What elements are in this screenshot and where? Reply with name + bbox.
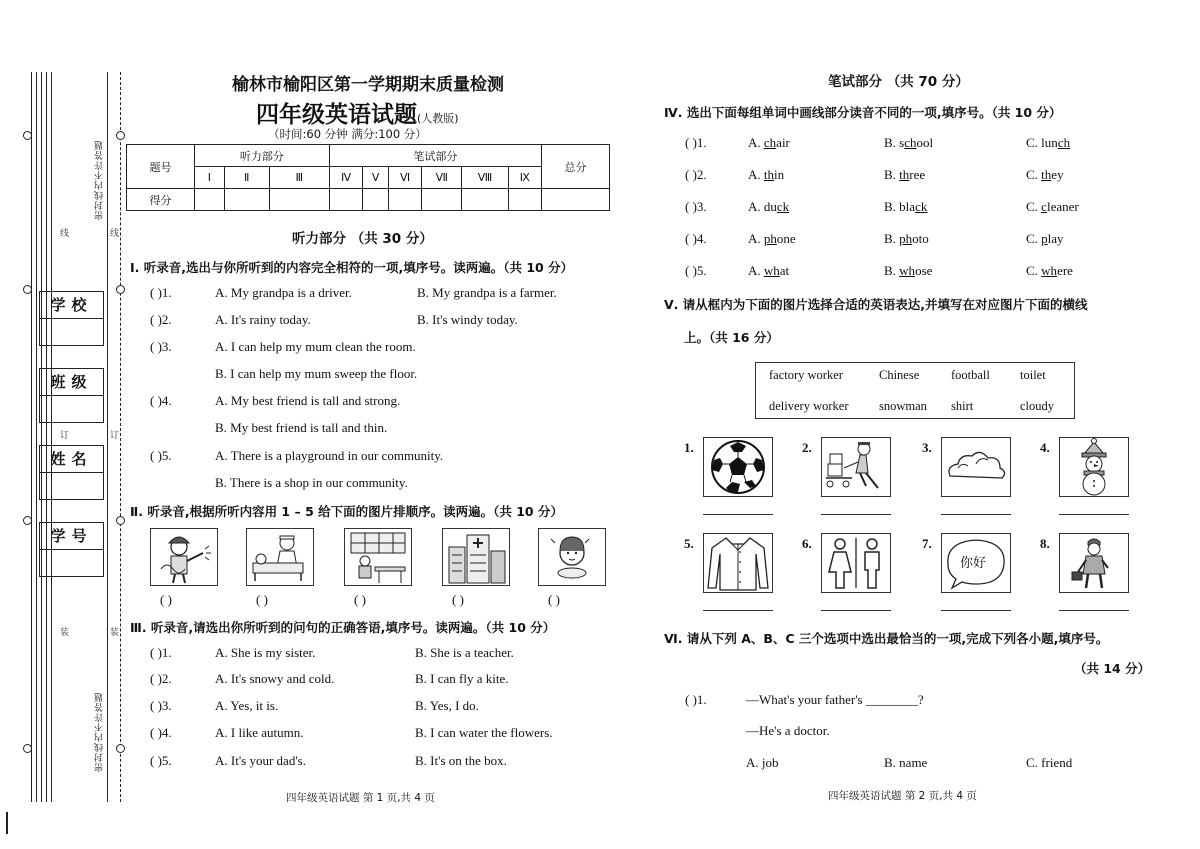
page-edge-mark bbox=[6, 812, 8, 834]
name-field[interactable] bbox=[39, 445, 104, 500]
word-bank-item: Chinese bbox=[879, 368, 920, 382]
option-a: A. thin bbox=[748, 167, 785, 182]
binding-hole bbox=[23, 516, 32, 525]
order-blank[interactable]: ( ) bbox=[548, 592, 560, 607]
option-a: A. It's snowy and cold. bbox=[215, 671, 335, 686]
numeral-cell: Ⅷ bbox=[462, 167, 508, 189]
margin-line bbox=[36, 72, 37, 802]
picture-factory-worker bbox=[1059, 533, 1129, 593]
word-bank-item: delivery worker bbox=[769, 399, 849, 413]
margin-line bbox=[51, 72, 52, 802]
margin-line bbox=[107, 72, 108, 802]
picture-snowman bbox=[1059, 437, 1129, 497]
order-blank[interactable]: ( ) bbox=[452, 592, 464, 607]
option-a: A. She is my sister. bbox=[215, 645, 316, 660]
binding-hole bbox=[116, 131, 125, 140]
question-number[interactable]: ( )2. bbox=[685, 167, 707, 182]
picture-firefighter bbox=[150, 528, 218, 586]
option-c: C. play bbox=[1026, 231, 1064, 246]
picture-number: 1. bbox=[684, 440, 694, 455]
question-number[interactable]: ( )5. bbox=[150, 753, 172, 768]
question-text: —What's your father's ________? bbox=[746, 692, 924, 707]
part5-title-cont: 上。（共 16 分） bbox=[684, 330, 779, 345]
option-a: A. It's rainy today. bbox=[215, 312, 311, 327]
edition-label: (人教版) bbox=[417, 112, 459, 125]
option-b: B. My best friend is tall and thin. bbox=[215, 420, 388, 435]
option-b: B. I can water the flowers. bbox=[415, 725, 553, 740]
score-cell[interactable] bbox=[195, 189, 225, 211]
score-cell[interactable] bbox=[508, 189, 541, 211]
part1-title: Ⅰ. 听录音,选出与你所听到的内容完全相符的一项,填序号。读两遍。（共 10 分） bbox=[130, 260, 574, 275]
binding-hole bbox=[23, 131, 32, 140]
picture-number: 3. bbox=[922, 440, 932, 455]
option-b: B. photo bbox=[884, 231, 929, 246]
row-label: 得分 bbox=[127, 189, 195, 211]
binding-hole bbox=[116, 516, 125, 525]
word-bank-item: football bbox=[951, 368, 990, 382]
numeral-cell: Ⅶ bbox=[422, 167, 462, 189]
option-c: C. cleaner bbox=[1026, 199, 1079, 214]
option-b: B. school bbox=[884, 135, 934, 150]
margin-line bbox=[31, 72, 32, 802]
question-number[interactable]: ( )5. bbox=[150, 448, 172, 463]
numeral-cell: Ⅴ bbox=[363, 167, 389, 189]
answer-line[interactable] bbox=[941, 514, 1011, 515]
score-cell[interactable] bbox=[269, 189, 329, 211]
exam-title bbox=[256, 96, 459, 129]
question-reply: —He's a doctor. bbox=[746, 723, 830, 738]
part4-title: Ⅳ. 选出下面每组单词中画线部分读音不同的一项,填序号。（共 10 分） bbox=[664, 105, 1062, 120]
picture-toilet-sign bbox=[821, 533, 891, 593]
option-b: B. I can help my mum sweep the floor. bbox=[215, 366, 418, 381]
order-blank[interactable]: ( ) bbox=[160, 592, 172, 607]
part6-title: Ⅵ. 请从下列 A、B、C 三个选项中选出最恰当的一项,完成下列各小题,填序号。 bbox=[664, 631, 1109, 646]
score-table bbox=[126, 144, 610, 211]
total-score-cell[interactable] bbox=[542, 189, 610, 211]
option-b: B. black bbox=[884, 199, 928, 214]
question-number[interactable]: ( )3. bbox=[150, 698, 172, 713]
option-b: B. There is a shop in our community. bbox=[215, 475, 408, 490]
picture-number: 5. bbox=[684, 536, 694, 551]
part6-points: （共 14 分） bbox=[1074, 661, 1151, 676]
writing-heading: 笔试部分 （共 70 分） bbox=[828, 74, 969, 90]
page-footer-left: 四年级英语试题 第 1 页,共 4 页 bbox=[286, 792, 435, 804]
row-label: 题号 bbox=[127, 145, 195, 189]
score-cell[interactable] bbox=[388, 189, 421, 211]
listening-header: 听力部分 bbox=[195, 145, 330, 167]
margin-mark: 订 bbox=[110, 428, 119, 441]
option-b: B. She is a teacher. bbox=[415, 645, 514, 660]
picture-girl-eating bbox=[538, 528, 606, 586]
class-field[interactable] bbox=[39, 368, 104, 423]
numeral-cell: Ⅰ bbox=[195, 167, 225, 189]
part2-title: Ⅱ. 听录音,根据所听内容用 1 – 5 给下面的图片排顺序。读两遍。（共 10 分） bbox=[130, 504, 563, 519]
option-a: A. duck bbox=[748, 199, 790, 214]
page-footer-right: 四年级英语试题 第 2 页,共 4 页 bbox=[828, 790, 977, 802]
question-number[interactable]: ( )4. bbox=[150, 393, 172, 408]
word-bank-item: snowman bbox=[879, 399, 927, 413]
option-b: B. I can fly a kite. bbox=[415, 671, 509, 686]
answer-line[interactable] bbox=[703, 514, 773, 515]
option-c: C. lunch bbox=[1026, 135, 1071, 150]
option-a: A. chair bbox=[748, 135, 790, 150]
chinese-text: 你好 bbox=[960, 556, 987, 571]
option-b: B. whose bbox=[884, 263, 933, 278]
option-a: A. My best friend is tall and strong. bbox=[215, 393, 401, 408]
option-a: A. what bbox=[748, 263, 790, 278]
picture-shirt bbox=[703, 533, 773, 593]
numeral-cell: Ⅵ bbox=[388, 167, 421, 189]
part5-title: Ⅴ. 请从框内为下面的图片选择合适的英语表达,并填写在对应图片下面的横线 bbox=[664, 297, 1088, 312]
picture-cloudy bbox=[941, 437, 1011, 497]
question-number[interactable]: ( )1. bbox=[150, 285, 172, 300]
listening-heading: 听力部分 （共 30 分） bbox=[292, 231, 433, 247]
total-header: 总分 bbox=[542, 145, 610, 189]
name-label: 姓名 bbox=[40, 446, 103, 473]
picture-buildings bbox=[442, 528, 510, 586]
student-id-label: 学号 bbox=[40, 523, 103, 550]
picture-football bbox=[703, 437, 773, 497]
option-c: C. friend bbox=[1026, 755, 1073, 770]
score-cell[interactable] bbox=[422, 189, 462, 211]
option-c: C. where bbox=[1026, 263, 1073, 278]
option-a: A. Yes, it is. bbox=[215, 698, 279, 713]
option-b: B. name bbox=[884, 755, 928, 770]
binding-hole bbox=[116, 285, 125, 294]
word-bank bbox=[755, 362, 1075, 419]
option-b: B. Yes, I do. bbox=[415, 698, 479, 713]
word-bank-item: cloudy bbox=[1020, 399, 1055, 413]
school-field[interactable] bbox=[39, 291, 104, 346]
numeral-cell: Ⅳ bbox=[329, 167, 362, 189]
school-label: 学校 bbox=[40, 292, 103, 319]
answer-line[interactable] bbox=[821, 610, 891, 611]
option-b: B. It's windy today. bbox=[417, 312, 518, 327]
part3-title: Ⅲ. 听录音,请选出你所听到的问句的正确答语,填序号。读两遍。（共 10 分） bbox=[130, 620, 556, 635]
question-number[interactable]: ( )2. bbox=[150, 312, 172, 327]
exam-title-region: 榆林市榆阳区第一学期期末质量检测 bbox=[232, 75, 504, 95]
score-cell[interactable] bbox=[329, 189, 362, 211]
option-a: A. I like autumn. bbox=[215, 725, 304, 740]
exam-title-main: 四年级英语试题 bbox=[256, 102, 417, 128]
question-number[interactable]: ( )1. bbox=[685, 135, 707, 150]
question-number[interactable]: ( )5. bbox=[685, 263, 707, 278]
numeral-cell: Ⅱ bbox=[224, 167, 269, 189]
picture-number: 2. bbox=[802, 440, 812, 455]
answer-line[interactable] bbox=[941, 610, 1011, 611]
student-id-field[interactable] bbox=[39, 522, 104, 577]
margin-mark: 装 bbox=[60, 628, 70, 638]
word-bank-item: toilet bbox=[1020, 368, 1046, 382]
question-number[interactable]: ( )3. bbox=[150, 339, 172, 354]
answer-line[interactable] bbox=[703, 610, 773, 611]
cut-line bbox=[120, 72, 121, 802]
score-cell[interactable] bbox=[363, 189, 389, 211]
option-c: C. they bbox=[1026, 167, 1064, 182]
margin-mark: 线 bbox=[60, 229, 70, 239]
option-b: B. It's on the box. bbox=[415, 753, 507, 768]
binding-hole bbox=[23, 744, 32, 753]
seal-note-bottom: 密封线内不许答题 bbox=[93, 672, 106, 772]
option-a: A. phone bbox=[748, 231, 796, 246]
picture-number: 7. bbox=[922, 536, 932, 551]
margin-line bbox=[46, 72, 47, 802]
numeral-cell: Ⅲ bbox=[269, 167, 329, 189]
score-cell[interactable] bbox=[224, 189, 269, 211]
word-bank-item: shirt bbox=[951, 399, 974, 413]
margin-mark: 装 bbox=[110, 625, 119, 638]
answer-line[interactable] bbox=[1059, 610, 1129, 611]
option-a: A. There is a playground in our community. bbox=[215, 448, 444, 463]
numeral-cell: Ⅸ bbox=[508, 167, 541, 189]
picture-chinese bbox=[941, 533, 1011, 593]
question-number[interactable]: ( )2. bbox=[150, 671, 172, 686]
picture-desk-worker bbox=[344, 528, 412, 586]
order-blank[interactable]: ( ) bbox=[354, 592, 366, 607]
word-bank-item: factory worker bbox=[769, 368, 843, 382]
picture-delivery-worker bbox=[821, 437, 891, 497]
score-cell[interactable] bbox=[462, 189, 508, 211]
picture-number: 8. bbox=[1040, 536, 1050, 551]
order-blank[interactable]: ( ) bbox=[256, 592, 268, 607]
answer-line[interactable] bbox=[821, 514, 891, 515]
picture-nurse bbox=[246, 528, 314, 586]
question-number[interactable]: ( )1. bbox=[685, 692, 707, 707]
question-number[interactable]: ( )1. bbox=[150, 645, 172, 660]
margin-line bbox=[41, 72, 42, 802]
seal-note-top: 密封线内不许答题 bbox=[93, 120, 106, 220]
option-a: A. My grandpa is a driver. bbox=[215, 285, 352, 300]
time-info: （时间:60 分钟 满分:100 分） bbox=[268, 127, 427, 141]
question-number[interactable]: ( )4. bbox=[150, 725, 172, 740]
question-number[interactable]: ( )4. bbox=[685, 231, 707, 246]
option-a: A. It's your dad's. bbox=[215, 753, 306, 768]
option-a: A. I can help my mum clean the room. bbox=[215, 339, 416, 354]
writing-header: 笔试部分 bbox=[329, 145, 541, 167]
option-b: B. My grandpa is a farmer. bbox=[417, 285, 557, 300]
margin-mark: 线 bbox=[110, 226, 119, 239]
option-b: B. three bbox=[884, 167, 926, 182]
class-label: 班级 bbox=[40, 369, 103, 396]
option-a: A. job bbox=[746, 755, 779, 770]
question-number[interactable]: ( )3. bbox=[685, 199, 707, 214]
answer-line[interactable] bbox=[1059, 514, 1129, 515]
margin-mark: 订 bbox=[60, 431, 70, 441]
picture-number: 4. bbox=[1040, 440, 1050, 455]
binding-hole bbox=[116, 744, 125, 753]
binding-hole bbox=[23, 285, 32, 294]
picture-number: 6. bbox=[802, 536, 812, 551]
